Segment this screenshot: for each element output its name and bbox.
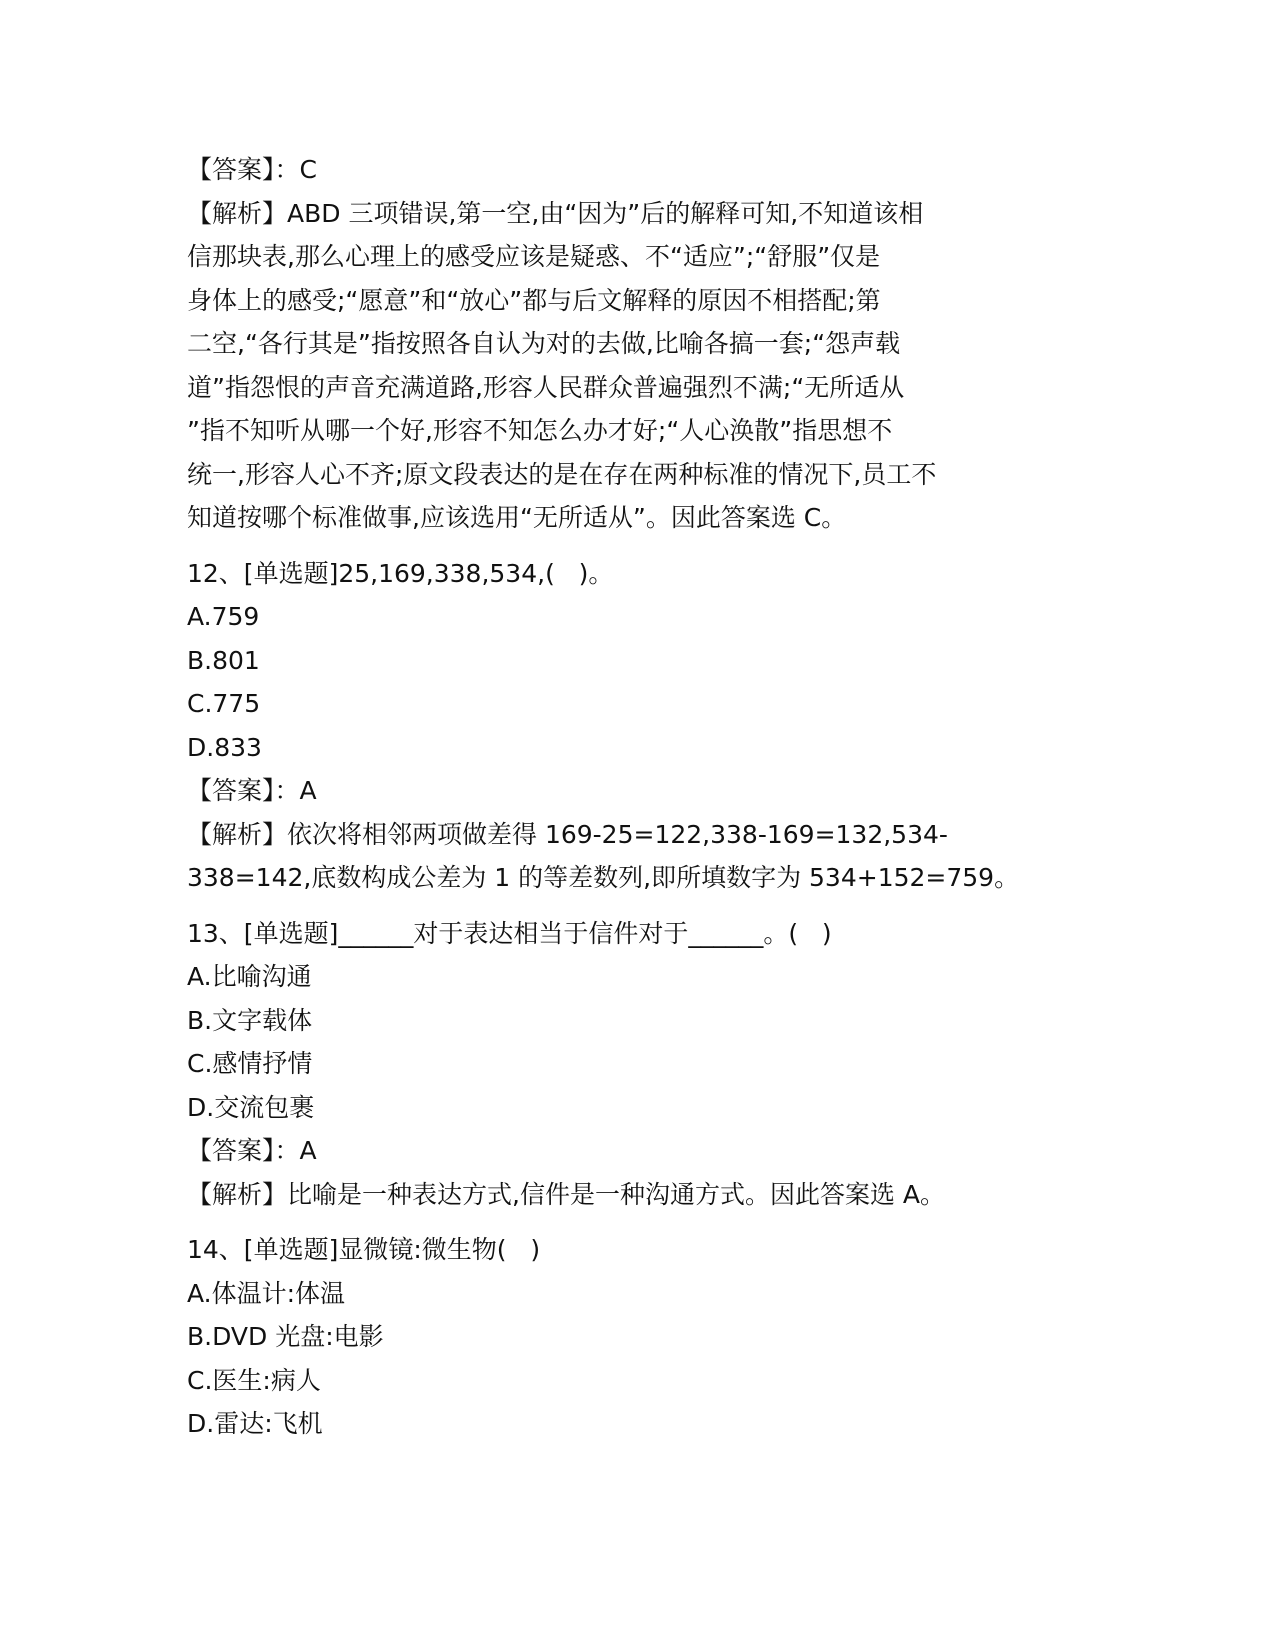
answer-line: 【答案】：C <box>187 155 317 184</box>
question-12-stem: 12、[单选题]25,169,338,534,( )。 <box>187 558 614 588</box>
question-12-option-d: D.833 <box>187 732 262 762</box>
question-13-analysis: 【解析】比喻是一种表达方式,信件是一种沟通方式。因此答案选 A。 <box>187 1179 945 1209</box>
question-14-option-b: B.DVD 光盘:电影 <box>187 1322 384 1351</box>
analysis-line: 道”指怨恨的声音充满道路,形容人民群众普遍强烈不满;“无所适从 <box>187 372 905 402</box>
analysis-line: 【解析】ABD 三项错误,第一空,由“因为”后的解释可知,不知道该相 <box>187 198 924 228</box>
analysis-line: 二空,“各行其是”指按照各自认为对的去做,比喻各搞一套;“怨声载 <box>187 329 901 358</box>
document-page <box>187 148 1087 1446</box>
question-12-analysis: 【解析】依次将相邻两项做差得 169-25=122,338-169=132,534- <box>187 819 948 849</box>
analysis-line: 身体上的感受;“愿意”和“放心”都与后文解释的原因不相搭配;第 <box>187 285 881 315</box>
analysis-line: 信那块表,那么心理上的感受应该是疑惑、不“适应”;“舒服”仅是 <box>187 242 881 271</box>
spacer <box>187 1216 1087 1228</box>
question-12-option-c: C.775 <box>187 689 261 718</box>
question-13-answer: 【答案】：A <box>187 1136 317 1165</box>
spacer <box>187 540 1087 552</box>
question-13-option-c: C.感情抒情 <box>187 1049 313 1078</box>
analysis-line: ”指不知听从哪一个好,形容不知怎么办才好;“人心涣散”指思想不 <box>187 416 893 445</box>
question-13-option-d: D.交流包裹 <box>187 1092 315 1122</box>
question-13-option-a: A.比喻沟通 <box>187 962 312 991</box>
analysis-line: 知道按哪个标准做事,应该选用“无所适从”。因此答案选 C。 <box>187 503 847 532</box>
question-14-option-c: C.医生:病人 <box>187 1365 321 1395</box>
spacer <box>187 900 1087 912</box>
question-13-option-b: B.文字载体 <box>187 1005 313 1035</box>
question-13-stem: 13、[单选题]______对于表达相当于信件对于______。( ) <box>187 918 832 948</box>
question-14-stem: 14、[单选题]显微镜:微生物( ) <box>187 1235 541 1264</box>
question-12-option-b: B.801 <box>187 645 260 675</box>
analysis-line: 统一,形容人心不齐;原文段表达的是在存在两种标准的情况下,员工不 <box>187 459 937 489</box>
question-14-option-d: D.雷达:飞机 <box>187 1409 323 1438</box>
question-12-analysis: 338=142,底数构成公差为 1 的等差数列,即所填数字为 534+152=759。 <box>187 863 1020 892</box>
question-12-answer: 【答案】：A <box>187 776 317 805</box>
question-12-option-a: A.759 <box>187 602 260 631</box>
question-14-option-a: A.体温计:体温 <box>187 1278 346 1308</box>
